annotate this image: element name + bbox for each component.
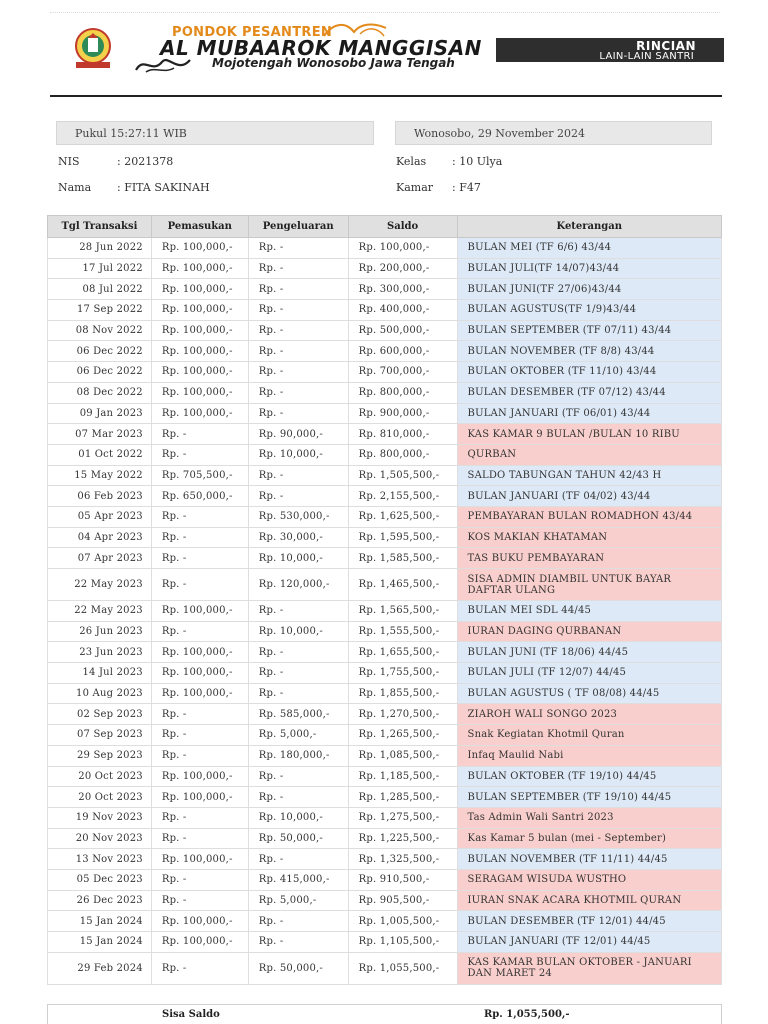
table-row [48, 424, 722, 445]
cell-date: 10 Aug 2023 [48, 683, 152, 704]
cell-date: 06 Dec 2022 [48, 362, 152, 383]
cell-expense: Rp. - [248, 486, 348, 507]
table-row [48, 300, 722, 321]
nama-value: : FITA SAKINAH [117, 181, 210, 194]
cell-date: 08 Nov 2022 [48, 320, 152, 341]
cell-income: Rp. 100,000,- [151, 683, 248, 704]
cell-description: BULAN DESEMBER (TF 12/01) 44/45 [457, 911, 721, 932]
table-row [48, 621, 722, 642]
rincian-banner [496, 38, 724, 62]
cell-description: BULAN SEPTEMBER (TF 19/10) 44/45 [457, 787, 721, 808]
col-header-description: Keterangan [457, 216, 721, 238]
cell-balance: Rp. 1,285,500,- [348, 787, 457, 808]
cell-description: QURBAN [457, 444, 721, 465]
kelas-label: Kelas [396, 155, 427, 168]
cell-expense: Rp. - [248, 465, 348, 486]
col-header-date: Tgl Transaksi [48, 216, 152, 238]
cell-description: Snak Kegiatan Khotmil Quran [457, 725, 721, 746]
cell-balance: Rp. 1,225,500,- [348, 828, 457, 849]
cell-description: PEMBAYARAN BULAN ROMADHON 43/44 [457, 506, 721, 527]
cell-date: 26 Dec 2023 [48, 890, 152, 911]
cell-description: Infaq Maulid Nabi [457, 745, 721, 766]
cell-income: Rp. - [151, 869, 248, 890]
cell-description: BULAN MEI SDL 44/45 [457, 601, 721, 622]
cell-description: IURAN DAGING QURBANAN [457, 621, 721, 642]
cell-date: 15 Jan 2024 [48, 932, 152, 953]
cell-date: 05 Dec 2023 [48, 869, 152, 890]
cell-expense: Rp. - [248, 932, 348, 953]
cell-balance: Rp. 1,005,500,- [348, 911, 457, 932]
transaction-table [47, 215, 722, 985]
table-row [48, 320, 722, 341]
cell-income: Rp. 100,000,- [151, 787, 248, 808]
cell-balance: Rp. 1,585,500,- [348, 548, 457, 569]
cell-date: 20 Oct 2023 [48, 787, 152, 808]
cell-description: BULAN DESEMBER (TF 07/12) 43/44 [457, 382, 721, 403]
cell-date: 23 Jun 2023 [48, 642, 152, 663]
table-row [48, 890, 722, 911]
cell-income: Rp. - [151, 527, 248, 548]
table-row [48, 403, 722, 424]
cell-balance: Rp. 1,325,500,- [348, 849, 457, 870]
cell-expense: Rp. 50,000,- [248, 828, 348, 849]
cell-expense: Rp. - [248, 849, 348, 870]
cell-income: Rp. 100,000,- [151, 300, 248, 321]
table-row [48, 683, 722, 704]
cell-income: Rp. - [151, 424, 248, 445]
cell-balance: Rp. 1,625,500,- [348, 506, 457, 527]
cell-expense: Rp. 180,000,- [248, 745, 348, 766]
cell-income: Rp. 705,500,- [151, 465, 248, 486]
kamar-label: Kamar [396, 181, 434, 194]
kamar-value: : F47 [452, 181, 481, 194]
cell-description: BULAN JANUARI (TF 06/01) 43/44 [457, 403, 721, 424]
cell-income: Rp. - [151, 890, 248, 911]
top-divider [50, 12, 720, 18]
pesantren-logo [68, 26, 118, 72]
cell-income: Rp. 100,000,- [151, 382, 248, 403]
cell-income: Rp. - [151, 952, 248, 984]
cell-date: 09 Jan 2023 [48, 403, 152, 424]
cell-description: BULAN OKTOBER (TF 11/10) 43/44 [457, 362, 721, 383]
cell-balance: Rp. 900,000,- [348, 403, 457, 424]
table-row [48, 258, 722, 279]
cell-balance: Rp. 810,000,- [348, 424, 457, 445]
cell-date: 20 Oct 2023 [48, 766, 152, 787]
cell-date: 13 Nov 2023 [48, 849, 152, 870]
table-row [48, 362, 722, 383]
cell-income: Rp. 100,000,- [151, 258, 248, 279]
cell-expense: Rp. - [248, 642, 348, 663]
table-row [48, 642, 722, 663]
cell-balance: Rp. 600,000,- [348, 341, 457, 362]
cell-expense: Rp. 120,000,- [248, 569, 348, 601]
cell-description: BULAN JANUARI (TF 12/01) 44/45 [457, 932, 721, 953]
cell-date: 07 Mar 2023 [48, 424, 152, 445]
cell-expense: Rp. - [248, 787, 348, 808]
table-header-row [48, 216, 722, 238]
cell-income: Rp. 100,000,- [151, 601, 248, 622]
cell-date: 08 Jul 2022 [48, 279, 152, 300]
rincian-title: RINCIAN [636, 39, 696, 53]
cell-balance: Rp. 1,270,500,- [348, 704, 457, 725]
cell-description: BULAN JANUARI (TF 04/02) 43/44 [457, 486, 721, 507]
nis-value: : 2021378 [117, 155, 174, 168]
cell-expense: Rp. 5,000,- [248, 890, 348, 911]
cell-income: Rp. 100,000,- [151, 911, 248, 932]
cell-income: Rp. - [151, 807, 248, 828]
cell-expense: Rp. - [248, 279, 348, 300]
cell-description: BULAN OKTOBER (TF 19/10) 44/45 [457, 766, 721, 787]
cell-income: Rp. 100,000,- [151, 932, 248, 953]
cell-balance: Rp. 1,265,500,- [348, 725, 457, 746]
col-header-expense: Pengeluaran [248, 216, 348, 238]
cell-income: Rp. 100,000,- [151, 766, 248, 787]
cell-description: Tas Admin Wali Santri 2023 [457, 807, 721, 828]
cell-expense: Rp. - [248, 601, 348, 622]
cell-expense: Rp. 10,000,- [248, 444, 348, 465]
rincian-subtitle: LAIN-LAIN SANTRI [599, 51, 694, 62]
cell-balance: Rp. 1,595,500,- [348, 527, 457, 548]
table-row [48, 911, 722, 932]
cell-date: 22 May 2023 [48, 569, 152, 601]
cell-description: BULAN SEPTEMBER (TF 07/11) 43/44 [457, 320, 721, 341]
cell-income: Rp. 100,000,- [151, 238, 248, 259]
cell-income: Rp. - [151, 621, 248, 642]
cell-expense: Rp. 10,000,- [248, 807, 348, 828]
cell-date: 19 Nov 2023 [48, 807, 152, 828]
cell-date: 14 Jul 2023 [48, 663, 152, 684]
cell-date: 17 Jul 2022 [48, 258, 152, 279]
cell-balance: Rp. 1,555,500,- [348, 621, 457, 642]
pondok-label: PONDOK PESANTREN [172, 25, 333, 40]
cell-income: Rp. - [151, 548, 248, 569]
nis-label: NIS [58, 155, 80, 168]
table-row [48, 341, 722, 362]
table-row [48, 849, 722, 870]
cell-expense: Rp. - [248, 258, 348, 279]
cell-description: BULAN MEI (TF 6/6) 43/44 [457, 238, 721, 259]
cell-expense: Rp. - [248, 238, 348, 259]
summary-box [47, 1004, 722, 1024]
cell-date: 07 Sep 2023 [48, 725, 152, 746]
cell-expense: Rp. 30,000,- [248, 527, 348, 548]
cell-description: BULAN JULI (TF 12/07) 44/45 [457, 663, 721, 684]
cell-balance: Rp. 1,185,500,- [348, 766, 457, 787]
cell-income: Rp. 100,000,- [151, 403, 248, 424]
cell-expense: Rp. - [248, 766, 348, 787]
cell-description: BULAN AGUSTUS ( TF 08/08) 44/45 [457, 683, 721, 704]
cell-description: BULAN AGUSTUS(TF 1/9)43/44 [457, 300, 721, 321]
cell-date: 04 Apr 2023 [48, 527, 152, 548]
cell-balance: Rp. 1,085,500,- [348, 745, 457, 766]
cell-income: Rp. 100,000,- [151, 362, 248, 383]
print-time: Pukul 15:27:11 WIB [56, 121, 374, 145]
cell-description: SERAGAM WISUDA WUSTHO [457, 869, 721, 890]
cell-description: SISA ADMIN DIAMBIL UNTUK BAYAR DAFTAR ULANG [457, 569, 721, 601]
cell-description: ZIAROH WALI SONGO 2023 [457, 704, 721, 725]
col-header-income: Pemasukan [151, 216, 248, 238]
document-header [0, 0, 768, 96]
table-row [48, 506, 722, 527]
cell-description: TAS BUKU PEMBAYARAN [457, 548, 721, 569]
cell-description: BULAN NOVEMBER (TF 8/8) 43/44 [457, 341, 721, 362]
cell-date: 07 Apr 2023 [48, 548, 152, 569]
cell-balance: Rp. 500,000,- [348, 320, 457, 341]
cell-description: BULAN JUNI (TF 18/06) 44/45 [457, 642, 721, 663]
pesantren-address: Mojotengah Wonosobo Jawa Tengah [212, 56, 455, 70]
table-row [48, 279, 722, 300]
cell-description: IURAN SNAK ACARA KHOTMIL QURAN [457, 890, 721, 911]
cell-balance: Rp. 1,565,500,- [348, 601, 457, 622]
table-row [48, 828, 722, 849]
table-row [48, 952, 722, 984]
cell-expense: Rp. 5,000,- [248, 725, 348, 746]
cell-date: 15 May 2022 [48, 465, 152, 486]
cell-balance: Rp. 1,655,500,- [348, 642, 457, 663]
cell-date: 26 Jun 2023 [48, 621, 152, 642]
cell-balance: Rp. 300,000,- [348, 279, 457, 300]
cell-balance: Rp. 1,755,500,- [348, 663, 457, 684]
cell-income: Rp. - [151, 828, 248, 849]
cell-description: KAS KAMAR BULAN OKTOBER - JANUARI DAN MARET 24 [457, 952, 721, 984]
cell-expense: Rp. - [248, 300, 348, 321]
cell-description: BULAN NOVEMBER (TF 11/11) 44/45 [457, 849, 721, 870]
table-row [48, 745, 722, 766]
cell-expense: Rp. 530,000,- [248, 506, 348, 527]
cell-description: Kas Kamar 5 bulan (mei - September) [457, 828, 721, 849]
cell-expense: Rp. - [248, 911, 348, 932]
remaining-balance-value: Rp. 1,055,500,- [484, 1009, 570, 1020]
cell-date: 06 Dec 2022 [48, 341, 152, 362]
table-row [48, 465, 722, 486]
cell-balance: Rp. 800,000,- [348, 382, 457, 403]
table-row [48, 787, 722, 808]
cell-date: 02 Sep 2023 [48, 704, 152, 725]
cell-date: 29 Feb 2024 [48, 952, 152, 984]
cell-date: 28 Jun 2022 [48, 238, 152, 259]
cell-date: 06 Feb 2023 [48, 486, 152, 507]
cell-balance: Rp. 1,105,500,- [348, 932, 457, 953]
cell-balance: Rp. 910,500,- [348, 869, 457, 890]
cell-description: BULAN JUNI(TF 27/06)43/44 [457, 279, 721, 300]
cell-expense: Rp. - [248, 320, 348, 341]
cell-expense: Rp. - [248, 382, 348, 403]
cell-date: 01 Oct 2022 [48, 444, 152, 465]
cell-expense: Rp. - [248, 362, 348, 383]
table-row [48, 601, 722, 622]
cell-income: Rp. - [151, 444, 248, 465]
table-body [48, 238, 722, 985]
pesantren-name: AL MUBAAROK MANGGISAN [160, 36, 482, 60]
cell-date: 22 May 2023 [48, 601, 152, 622]
cell-income: Rp. 100,000,- [151, 849, 248, 870]
table-row [48, 725, 722, 746]
cell-description: KAS KAMAR 9 BULAN /BULAN 10 RIBU [457, 424, 721, 445]
calligraphy-ornament [134, 52, 196, 76]
table-row [48, 663, 722, 684]
table-row [48, 932, 722, 953]
cell-date: 17 Sep 2022 [48, 300, 152, 321]
cell-date: 15 Jan 2024 [48, 911, 152, 932]
table-row [48, 807, 722, 828]
cell-income: Rp. 100,000,- [151, 663, 248, 684]
cell-expense: Rp. - [248, 403, 348, 424]
cell-expense: Rp. 585,000,- [248, 704, 348, 725]
cell-balance: Rp. 100,000,- [348, 238, 457, 259]
table-row [48, 382, 722, 403]
cell-balance: Rp. 800,000,- [348, 444, 457, 465]
table-row [48, 766, 722, 787]
col-header-balance: Saldo [348, 216, 457, 238]
cell-balance: Rp. 1,275,500,- [348, 807, 457, 828]
table-row [48, 238, 722, 259]
cell-expense: Rp. 50,000,- [248, 952, 348, 984]
remaining-balance-label: Sisa Saldo [162, 1009, 220, 1020]
cell-income: Rp. - [151, 725, 248, 746]
cell-date: 05 Apr 2023 [48, 506, 152, 527]
cell-balance: Rp. 400,000,- [348, 300, 457, 321]
cell-expense: Rp. 10,000,- [248, 548, 348, 569]
cell-date: 20 Nov 2023 [48, 828, 152, 849]
table-row [48, 527, 722, 548]
kelas-value: : 10 Ulya [452, 155, 503, 168]
table-row [48, 444, 722, 465]
cell-date: 08 Dec 2022 [48, 382, 152, 403]
cell-income: Rp. 100,000,- [151, 341, 248, 362]
cell-description: SALDO TABUNGAN TAHUN 42/43 H [457, 465, 721, 486]
table-row [48, 869, 722, 890]
cell-income: Rp. 650,000,- [151, 486, 248, 507]
cell-balance: Rp. 1,055,500,- [348, 952, 457, 984]
cell-income: Rp. - [151, 506, 248, 527]
cell-income: Rp. - [151, 704, 248, 725]
table-row [48, 569, 722, 601]
cell-expense: Rp. - [248, 683, 348, 704]
place-date: Wonosobo, 29 November 2024 [395, 121, 712, 145]
cell-balance: Rp. 200,000,- [348, 258, 457, 279]
nama-label: Nama [58, 181, 92, 194]
header-divider [50, 95, 722, 97]
cell-balance: Rp. 1,505,500,- [348, 465, 457, 486]
table-row [48, 548, 722, 569]
cell-income: Rp. 100,000,- [151, 320, 248, 341]
table-row [48, 704, 722, 725]
table-row [48, 486, 722, 507]
cell-income: Rp. 100,000,- [151, 642, 248, 663]
cell-balance: Rp. 1,855,500,- [348, 683, 457, 704]
cell-income: Rp. 100,000,- [151, 279, 248, 300]
cell-balance: Rp. 700,000,- [348, 362, 457, 383]
cell-expense: Rp. 415,000,- [248, 869, 348, 890]
cell-description: KOS MAKIAN KHATAMAN [457, 527, 721, 548]
cell-balance: Rp. 1,465,500,- [348, 569, 457, 601]
cell-expense: Rp. - [248, 663, 348, 684]
cell-expense: Rp. 10,000,- [248, 621, 348, 642]
cell-income: Rp. - [151, 745, 248, 766]
cell-balance: Rp. 2,155,500,- [348, 486, 457, 507]
cell-expense: Rp. 90,000,- [248, 424, 348, 445]
cell-expense: Rp. - [248, 341, 348, 362]
cell-balance: Rp. 905,500,- [348, 890, 457, 911]
cell-description: BULAN JULI(TF 14/07)43/44 [457, 258, 721, 279]
cell-income: Rp. - [151, 569, 248, 601]
cell-date: 29 Sep 2023 [48, 745, 152, 766]
